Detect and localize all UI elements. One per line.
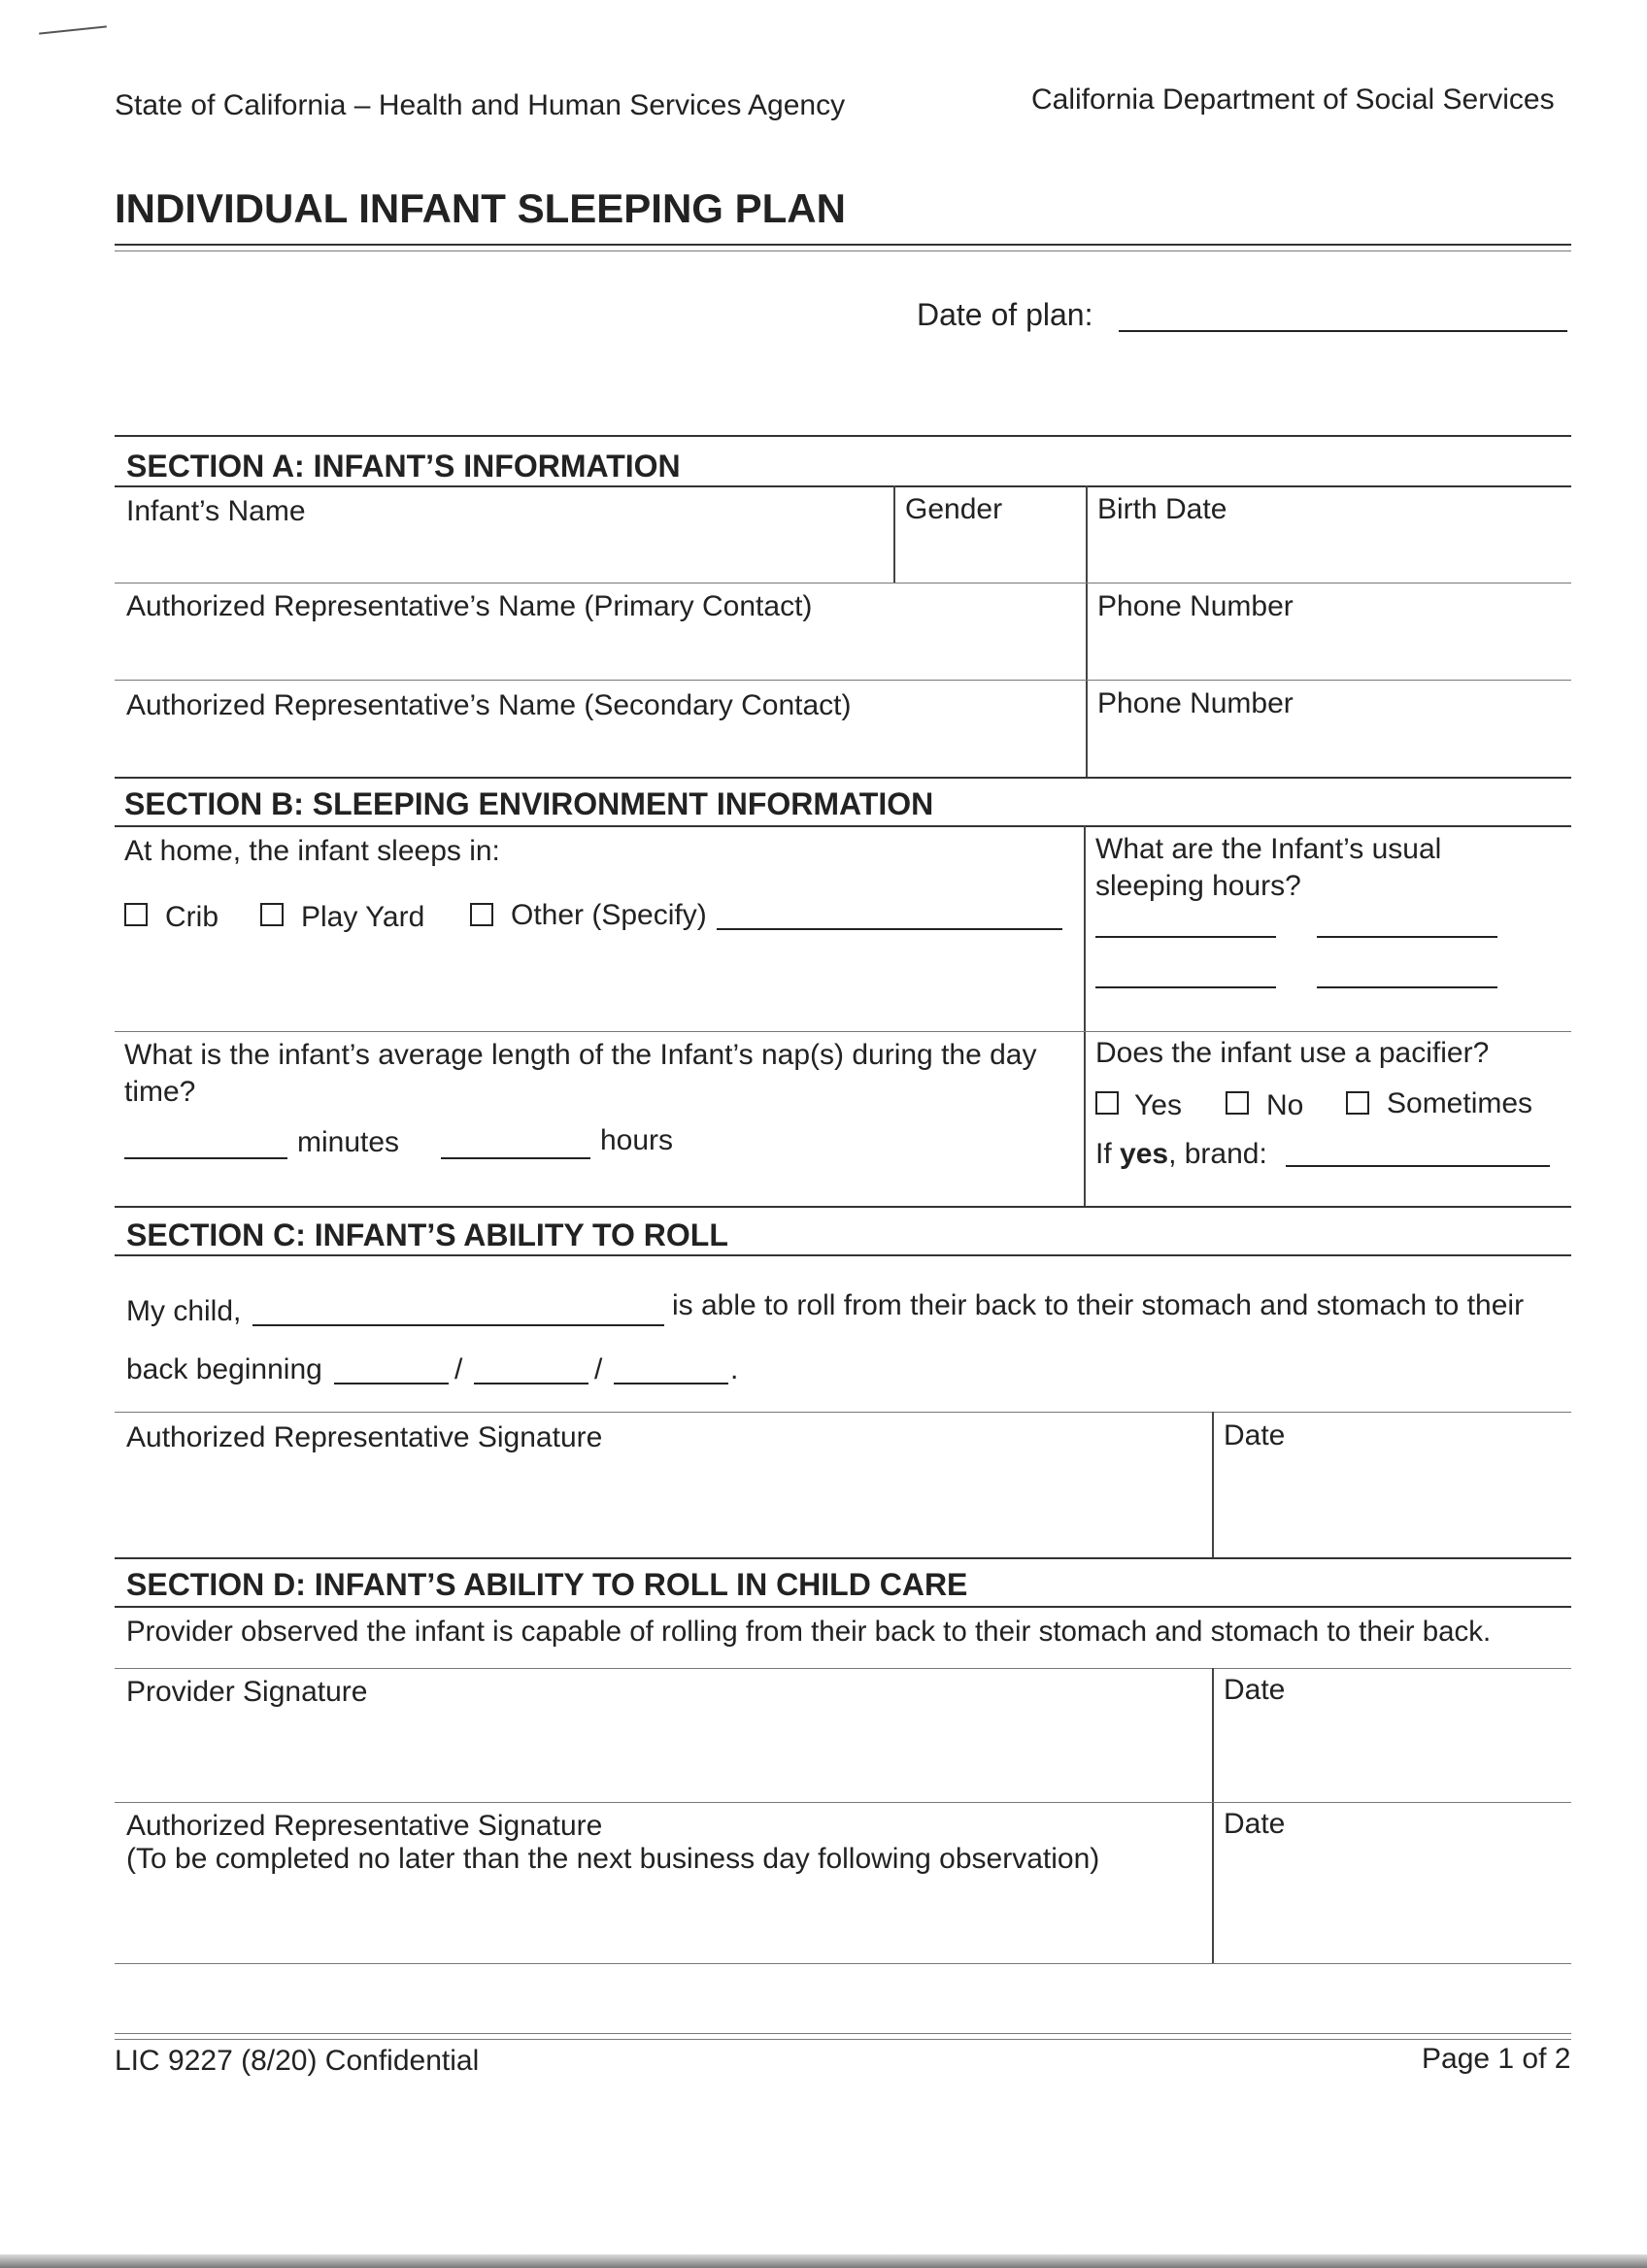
child-name-field[interactable] [252,1324,664,1326]
rep-signature-label: Authorized Representative Signature [126,1810,603,1842]
pacifier-yes-label: Yes [1134,1089,1182,1121]
roll-date-slash-2: / [594,1353,603,1385]
sleeping-hours-field-3[interactable] [1095,986,1276,988]
c-signature-label: Authorized Representative Signature [126,1421,603,1453]
row-rule-b1 [115,1031,1571,1032]
section-c-top-rule [115,1206,1571,1208]
sleeping-hours-field-1[interactable] [1095,936,1276,938]
pacifier-brand-label [1095,1140,1267,1169]
other-label: Other (Specify) [511,899,707,931]
provider-signature-label: Provider Signature [126,1676,368,1708]
row-rule-a1 [115,583,1571,584]
primary-contact-field[interactable] [115,584,1086,680]
gender-label: Gender [905,493,1003,525]
sleeping-hours-field-4[interactable] [1317,986,1497,988]
row-rule-d2 [115,1802,1571,1803]
pacifier-brand-field[interactable] [1286,1165,1550,1167]
brand-suffix: , brand: [1168,1138,1267,1170]
pacifier-no-label: No [1266,1089,1304,1121]
play-yard-checkbox[interactable] [260,903,284,926]
primary-contact-label: Authorized Representative’s Name (Primary Contact) [126,590,813,622]
provider-signature-field[interactable] [115,1670,1210,1800]
section-b-column-divider [1084,825,1086,1208]
provider-date-field[interactable] [1214,1670,1571,1800]
pacifier-sometimes-checkbox[interactable] [1346,1091,1369,1115]
footer-rule-2 [115,2039,1571,2040]
roll-date-month-field[interactable] [334,1383,449,1384]
other-checkbox[interactable] [470,903,493,926]
pacifier-question: Does the infant use a pacifier? [1095,1037,1490,1069]
primary-phone-label: Phone Number [1097,590,1294,622]
c-signature-field[interactable] [115,1414,1210,1555]
roll-date-slash-1: / [454,1353,463,1385]
secondary-phone-field[interactable] [1088,682,1571,775]
section-d-bottom-rule [115,1963,1571,1964]
c-date-field[interactable] [1214,1414,1571,1555]
scan-edge-shadow [0,2254,1647,2268]
nap-minutes-field[interactable] [124,1157,287,1159]
row-rule-d1 [115,1668,1571,1669]
section-b-heading: SECTION B: SLEEPING ENVIRONMENT INFORMATION [124,786,934,821]
crib-checkbox[interactable] [124,903,148,926]
sleeping-hours-field-2[interactable] [1317,936,1497,938]
section-a-heading: SECTION A: INFANT’S INFORMATION [126,449,681,484]
secondary-contact-field[interactable] [115,682,1086,775]
infant-name-field[interactable] [115,487,893,583]
nap-hours-field[interactable] [441,1157,590,1159]
c-date-label: Date [1224,1419,1286,1451]
hours-label: hours [600,1124,674,1156]
roll-date-day-field[interactable] [474,1383,588,1384]
roll-date-period: . [730,1353,739,1385]
agency-header: State of California – Health and Human Services Agency [115,89,846,121]
section-c-heading: SECTION C: INFANT’S ABILITY TO ROLL [126,1217,728,1252]
roll-sentence-part1: My child, [126,1295,242,1327]
rep-signature-field[interactable] [115,1884,1210,1961]
section-c-heading-rule [115,1254,1571,1256]
footer-rule-1 [115,2033,1571,2034]
sleeps-in-label: At home, the infant sleeps in: [124,835,500,867]
pacifier-no-checkbox[interactable] [1226,1091,1249,1115]
other-specify-field[interactable] [717,928,1062,930]
section-b-top-rule [115,777,1571,779]
section-d-statement: Provider observed the infant is capable of rolling from their back to their stomach and stomach to their back. [126,1616,1492,1648]
secondary-phone-label: Phone Number [1097,687,1294,719]
form-id: LIC 9227 (8/20) Confidential [115,2045,480,2077]
roll-sentence-part3: back beginning [126,1353,322,1385]
sleeping-hours-question-line2: sleeping hours? [1095,870,1301,902]
section-b-heading-rule [115,825,1571,827]
brand-yes-bold: yes [1120,1138,1169,1170]
secondary-contact-label: Authorized Representative’s Name (Secondary Contact) [126,689,852,721]
infant-name-label: Infant’s Name [126,495,306,527]
scan-mark [39,25,107,34]
birth-date-label: Birth Date [1097,493,1227,525]
rep-date-field[interactable] [1214,1804,1571,1961]
pacifier-sometimes-label: Sometimes [1387,1087,1533,1119]
crib-label: Crib [165,901,219,933]
gender-field[interactable] [895,487,1086,583]
play-yard-label: Play Yard [301,901,425,933]
section-d-top-rule [115,1557,1571,1559]
roll-date-year-field[interactable] [614,1383,728,1384]
brand-prefix: If [1095,1138,1121,1170]
date-of-plan-label: Date of plan: [917,297,1093,332]
nap-question-line2: time? [124,1076,196,1108]
rep-signature-note: (To be completed no later than the next business day following observation) [126,1843,1100,1875]
page-title: INDIVIDUAL INFANT SLEEPING PLAN [115,185,846,231]
rep-date-label: Date [1224,1808,1286,1840]
row-rule-a2 [115,680,1571,681]
minutes-label: minutes [297,1126,400,1158]
pacifier-yes-checkbox[interactable] [1095,1091,1119,1115]
department-header: California Department of Social Services [1031,83,1555,116]
provider-date-label: Date [1224,1674,1286,1706]
nap-question-line1: What is the infant’s average length of the Infant’s nap(s) during the day [124,1039,1037,1071]
row-rule-c1 [115,1412,1571,1413]
title-rule-thin [115,250,1571,251]
section-d-heading: SECTION D: INFANT’S ABILITY TO ROLL IN CHILD CARE [126,1567,968,1602]
section-d-heading-rule [115,1606,1571,1608]
sleeping-hours-question-line1: What are the Infant’s usual [1095,833,1442,865]
page-number: Page 1 of 2 [1422,2043,1571,2075]
roll-sentence-part2: is able to roll from their back to their stomach and stomach to their [672,1289,1525,1321]
primary-phone-field[interactable] [1088,584,1571,680]
birth-date-field[interactable] [1088,487,1571,583]
section-a-top-rule [115,435,1571,437]
date-of-plan-field[interactable] [1119,330,1567,332]
title-rule [115,244,1571,246]
